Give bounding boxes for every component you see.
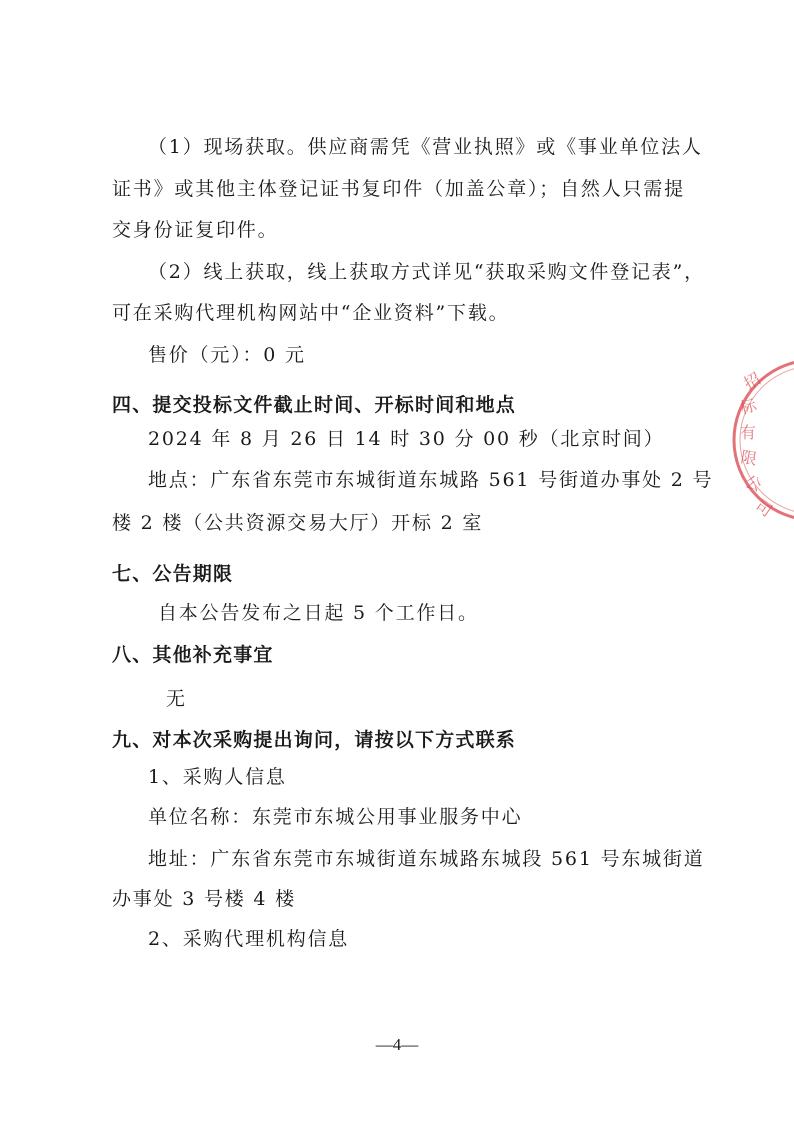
- svg-text:司: 司: [751, 495, 776, 521]
- section-heading-8: 八、其他补充事宜: [112, 644, 274, 666]
- location-line-1: 地点：广东省东莞市东城街道东城路 561 号街道办事处 2 号: [148, 469, 714, 491]
- price-line: 售价（元）：0 元: [148, 344, 306, 366]
- section-heading-9: 九、对本次采购提出询问，请按以下方式联系: [112, 729, 517, 751]
- svg-text:招: 招: [740, 369, 764, 394]
- page-number: —4—: [375, 1035, 419, 1054]
- other-matters: 无: [166, 688, 187, 710]
- purchaser-info-heading: 1、采购人信息: [148, 766, 287, 788]
- purchaser-name: 单位名称：东莞市东城公用事业服务中心: [148, 806, 523, 828]
- svg-text:有: 有: [740, 423, 757, 442]
- purchaser-address-line-1: 地址：广东省东莞市东城街道东城路东城段 561 号东城街道: [148, 848, 705, 870]
- paragraph-2-line-1: （2）线上获取，线上获取方式详见“获取采购文件登记表”，: [148, 261, 705, 283]
- purchaser-address-line-2: 办事处 3 号楼 4 楼: [112, 888, 296, 910]
- official-seal-stamp: [728, 350, 794, 530]
- agency-info-heading: 2、采购代理机构信息: [148, 928, 350, 950]
- svg-text:限: 限: [739, 447, 759, 469]
- svg-text:标: 标: [738, 395, 759, 418]
- section-heading-7: 七、公告期限: [112, 563, 234, 585]
- deadline-time: 2024 年 8 月 26 日 14 时 30 分 00 秒（北京时间）: [148, 428, 665, 450]
- paragraph-1-line-3: 交身份证复印件。: [112, 219, 279, 241]
- paragraph-2-line-2: 可在采购代理机构网站中“企业资料”下载。: [112, 302, 510, 324]
- svg-text:公: 公: [742, 471, 765, 496]
- paragraph-1-line-1: （1）现场获取。供应商需凭《营业执照》或《事业单位法人: [148, 136, 703, 158]
- notice-period: 自本公告发布之日起 5 个工作日。: [158, 602, 479, 624]
- location-line-2: 楼 2 楼（公共资源交易大厅）开标 2 室: [112, 512, 484, 534]
- section-heading-4: 四、提交投标文件截止时间、开标时间和地点: [112, 394, 517, 416]
- paragraph-1-line-2: 证书》或其他主体登记证书复印件（加盖公章）；自然人只需提: [112, 178, 685, 200]
